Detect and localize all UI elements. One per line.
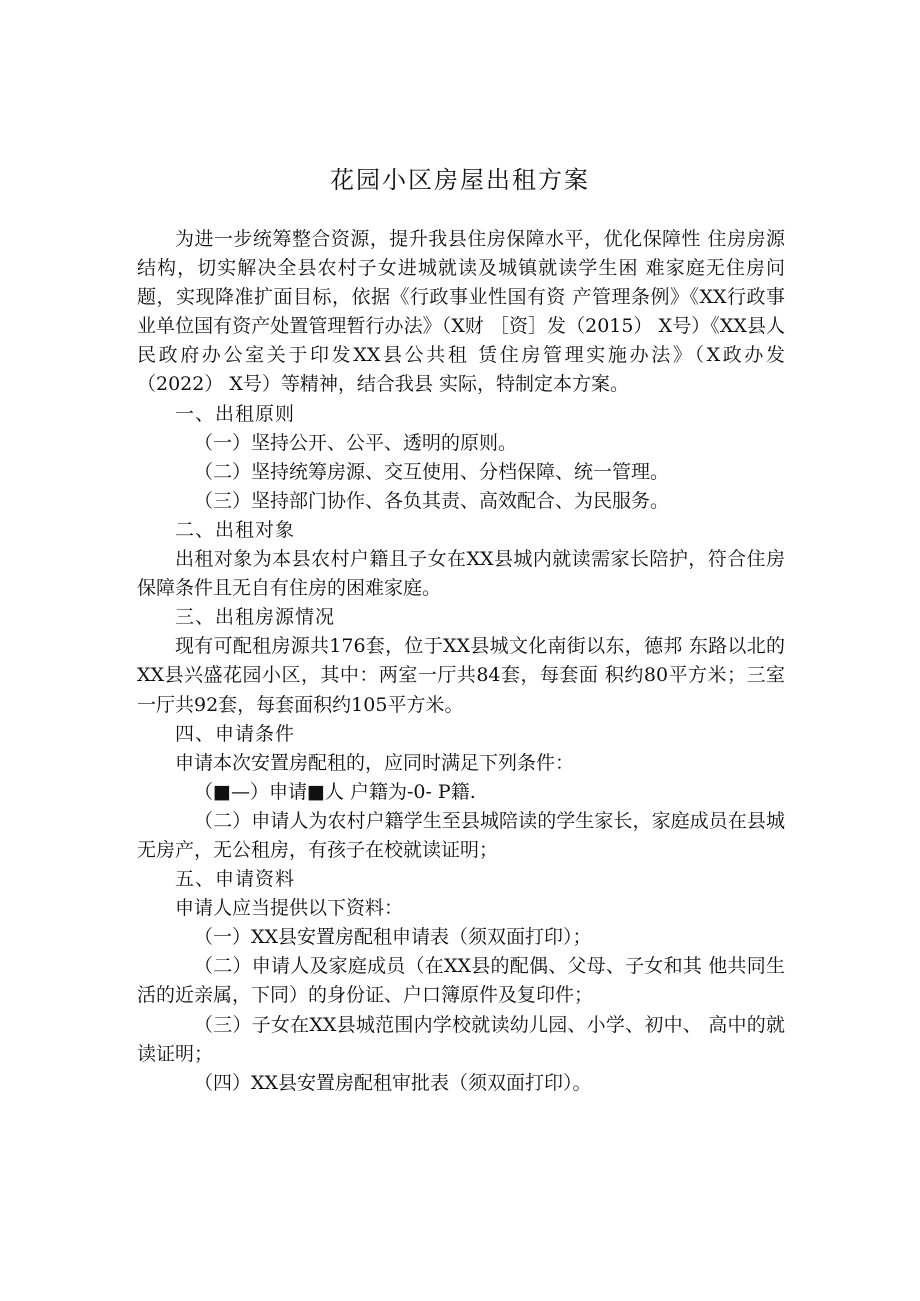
section2-paragraph: 出租对象为本县农村户籍且子女在XX县城内就读需家长陪护，符合住房保障条件且无自有住房的困难家庭。 — [137, 548, 785, 600]
section3-paragraph: 现有可配租房源共176套，位于XX县城文化南街以东，德邦 东路以北的XX县兴盛花园小区，其中：两室一厅共84套，每套面 积约80平方米；三室一厅共92套，每套面积约105平方米。 — [137, 635, 785, 716]
intro-paragraph: 为进一步统筹整合资源，提升我县住房保障水平，优化保障性 住房房源结构，切实解决全县农村子女进城就读及城镇就读学生困 难家庭无住房问题，实现降准扩面目标，依据《行政事业性国有资 产管理条例》《XX行政事业单位国有资产处置管理暂行办法》（X财 ［资］发（2015） X号）《XX县人民政府办公室关于印发XX县公共租 赁住房管理实施办法》（X政办发（2022） X号）等精神，结合我县 实际，特制定本方案。 — [137, 228, 785, 396]
document-title: 花园小区房屋出租方案 — [330, 166, 590, 194]
section5-item-1: （一）XX县安置房配租申请表（须双面打印）； — [194, 926, 592, 949]
section1-item-1: （一）坚持公开、公平、透明的原则。 — [194, 431, 518, 454]
section1-heading: 一、出租原则 — [175, 402, 296, 425]
section5-heading: 五、申请资料 — [175, 868, 296, 891]
section1-item-3: （三）坚持部门协作、各负其责、高效配合、为民服务。 — [194, 489, 670, 512]
section5-item-2: （二）申请人及家庭成员（在XX县的配偶、父母、子女和其 他共同生活的近亲属，下同）的身份证、户口簿原件及复印件； — [137, 955, 785, 1007]
section5-lead: 申请人应当提供以下资料： — [175, 897, 404, 920]
section2-heading: 二、出租对象 — [175, 518, 296, 541]
section5-item-4: （四）XX县安置房配租审批表（须双面打印）。 — [194, 1071, 592, 1094]
section3-heading: 三、出租房源情况 — [175, 606, 336, 629]
section4-item-2: （二）申请人为农村户籍学生至县城陪读的学生家长，家庭成员在县城无房产，无公租房，有孩子在校就读证明； — [137, 809, 785, 861]
section4-heading: 四、申请条件 — [175, 722, 296, 745]
section4-lead: 申请本次安置房配租的，应同时满足下列条件： — [175, 751, 575, 774]
section5-item-3: （三）子女在XX县城范围内学校就读幼儿园、小学、初中、 高中的就读证明； — [137, 1013, 785, 1065]
section4-item-1: （■—）申请■人 户籍为-0- P籍. — [194, 780, 476, 803]
section1-item-2: （二）坚持统筹房源、交互使用、分档保障、统一管理。 — [194, 460, 670, 483]
document-body — [137, 225, 785, 1098]
